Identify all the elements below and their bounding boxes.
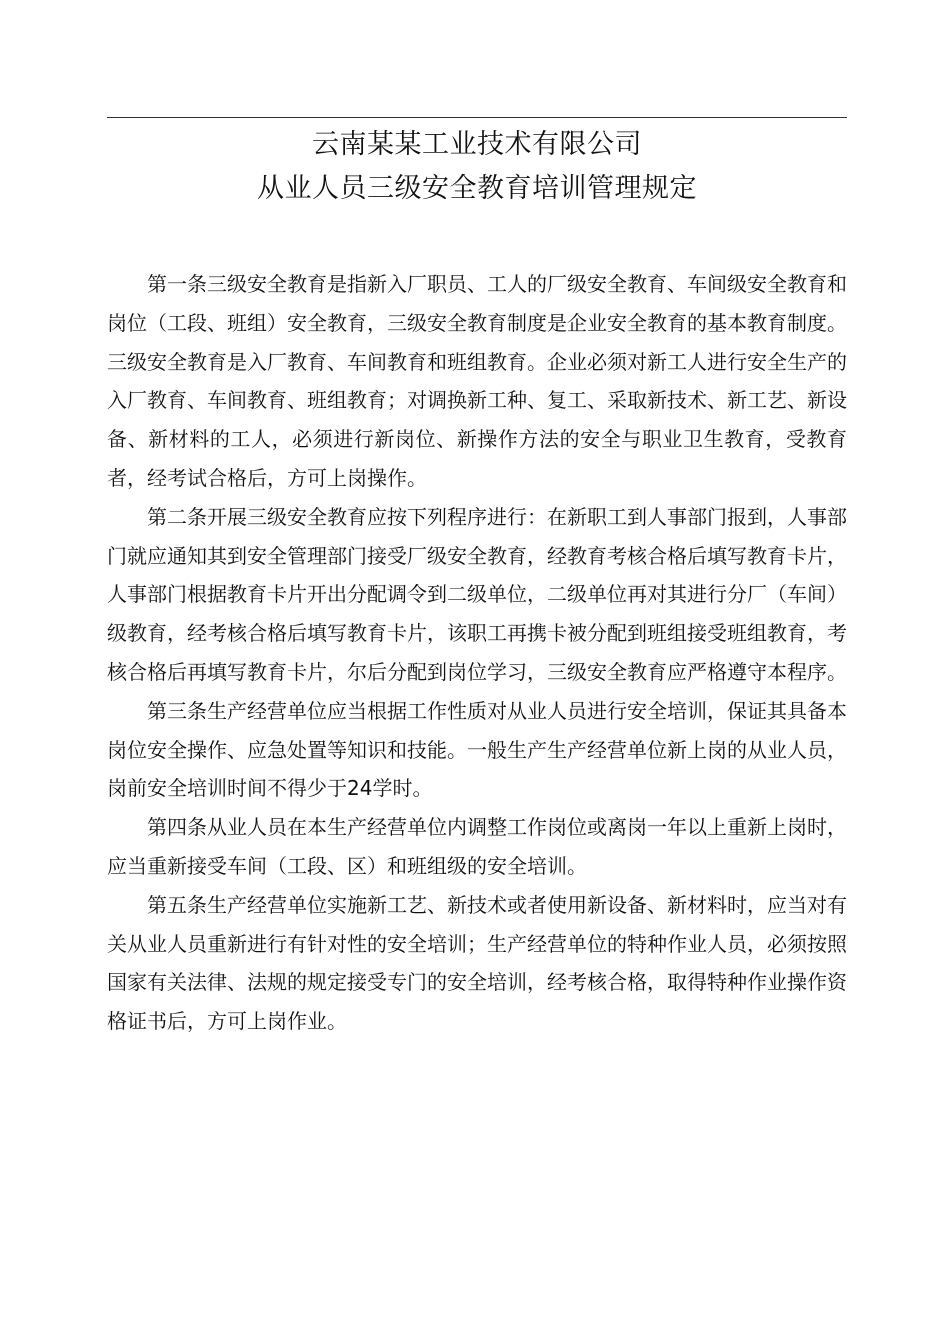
company-name-title: 云南某某工业技术有限公司 bbox=[312, 129, 642, 160]
header-rule bbox=[107, 117, 847, 118]
article-2: 第二条开展三级安全教育应按下列程序进行：在新职工到人事部门报到，人事部门就应通知其到安全管理部门接受厂级安全教育，经教育考核合格后填写教育卡片，人事部门根据教育卡片开出分配调令到二级单位，二级单位再对其进行分厂（车间）级教育，经考核合格后填写教育卡片，该职工再携卡被分配到班组接受班组教育，考核合格后再填写教育卡片，尔后分配到岗位学习，三级安全教育应严格遵守本程序。 bbox=[107, 504, 847, 684]
document-body bbox=[107, 265, 847, 1041]
article-5: 第五条生产经营单位实施新工艺、新技术或者使用新设备、新材料时，应当对有关从业人员重新进行有针对性的安全培训；生产经营单位的特种作业人员，必须按照国家有关法律、法规的规定接受专门的安全培训，经考核合格，取得特种作业操作资格证书后，方可上岗作业。 bbox=[107, 892, 847, 1034]
article-4: 第四条从业人员在本生产经营单位内调整工作岗位或离岗一年以上重新上岗时，应当重新接受车间（工段、区）和班组级的安全培训。 bbox=[107, 815, 847, 878]
document-title: 从业人员三级安全教育培训管理规定 bbox=[257, 173, 697, 204]
article-3: 第三条生产经营单位应当根据工作性质对从业人员进行安全培训，保证其具备本岗位安全操作、应急处置等知识和技能。一般生产生产经营单位新上岗的从业人员，岗前安全培训时间不得少于24学时。 bbox=[107, 698, 847, 801]
article-1: 第一条三级安全教育是指新入厂职员、工人的厂级安全教育、车间级安全教育和岗位（工段、班组）安全教育，三级安全教育制度是企业安全教育的基本教育制度。三级安全教育是入厂教育、车间教育和班组教育。企业必须对新工人进行安全生产的入厂教育、车间教育、班组教育；对调换新工种、复工、采取新技术、新工艺、新设备、新材料的工人，必须进行新岗位、新操作方法的安全与职业卫生教育，受教育者，经考试合格后，方可上岗操作。 bbox=[107, 272, 847, 490]
